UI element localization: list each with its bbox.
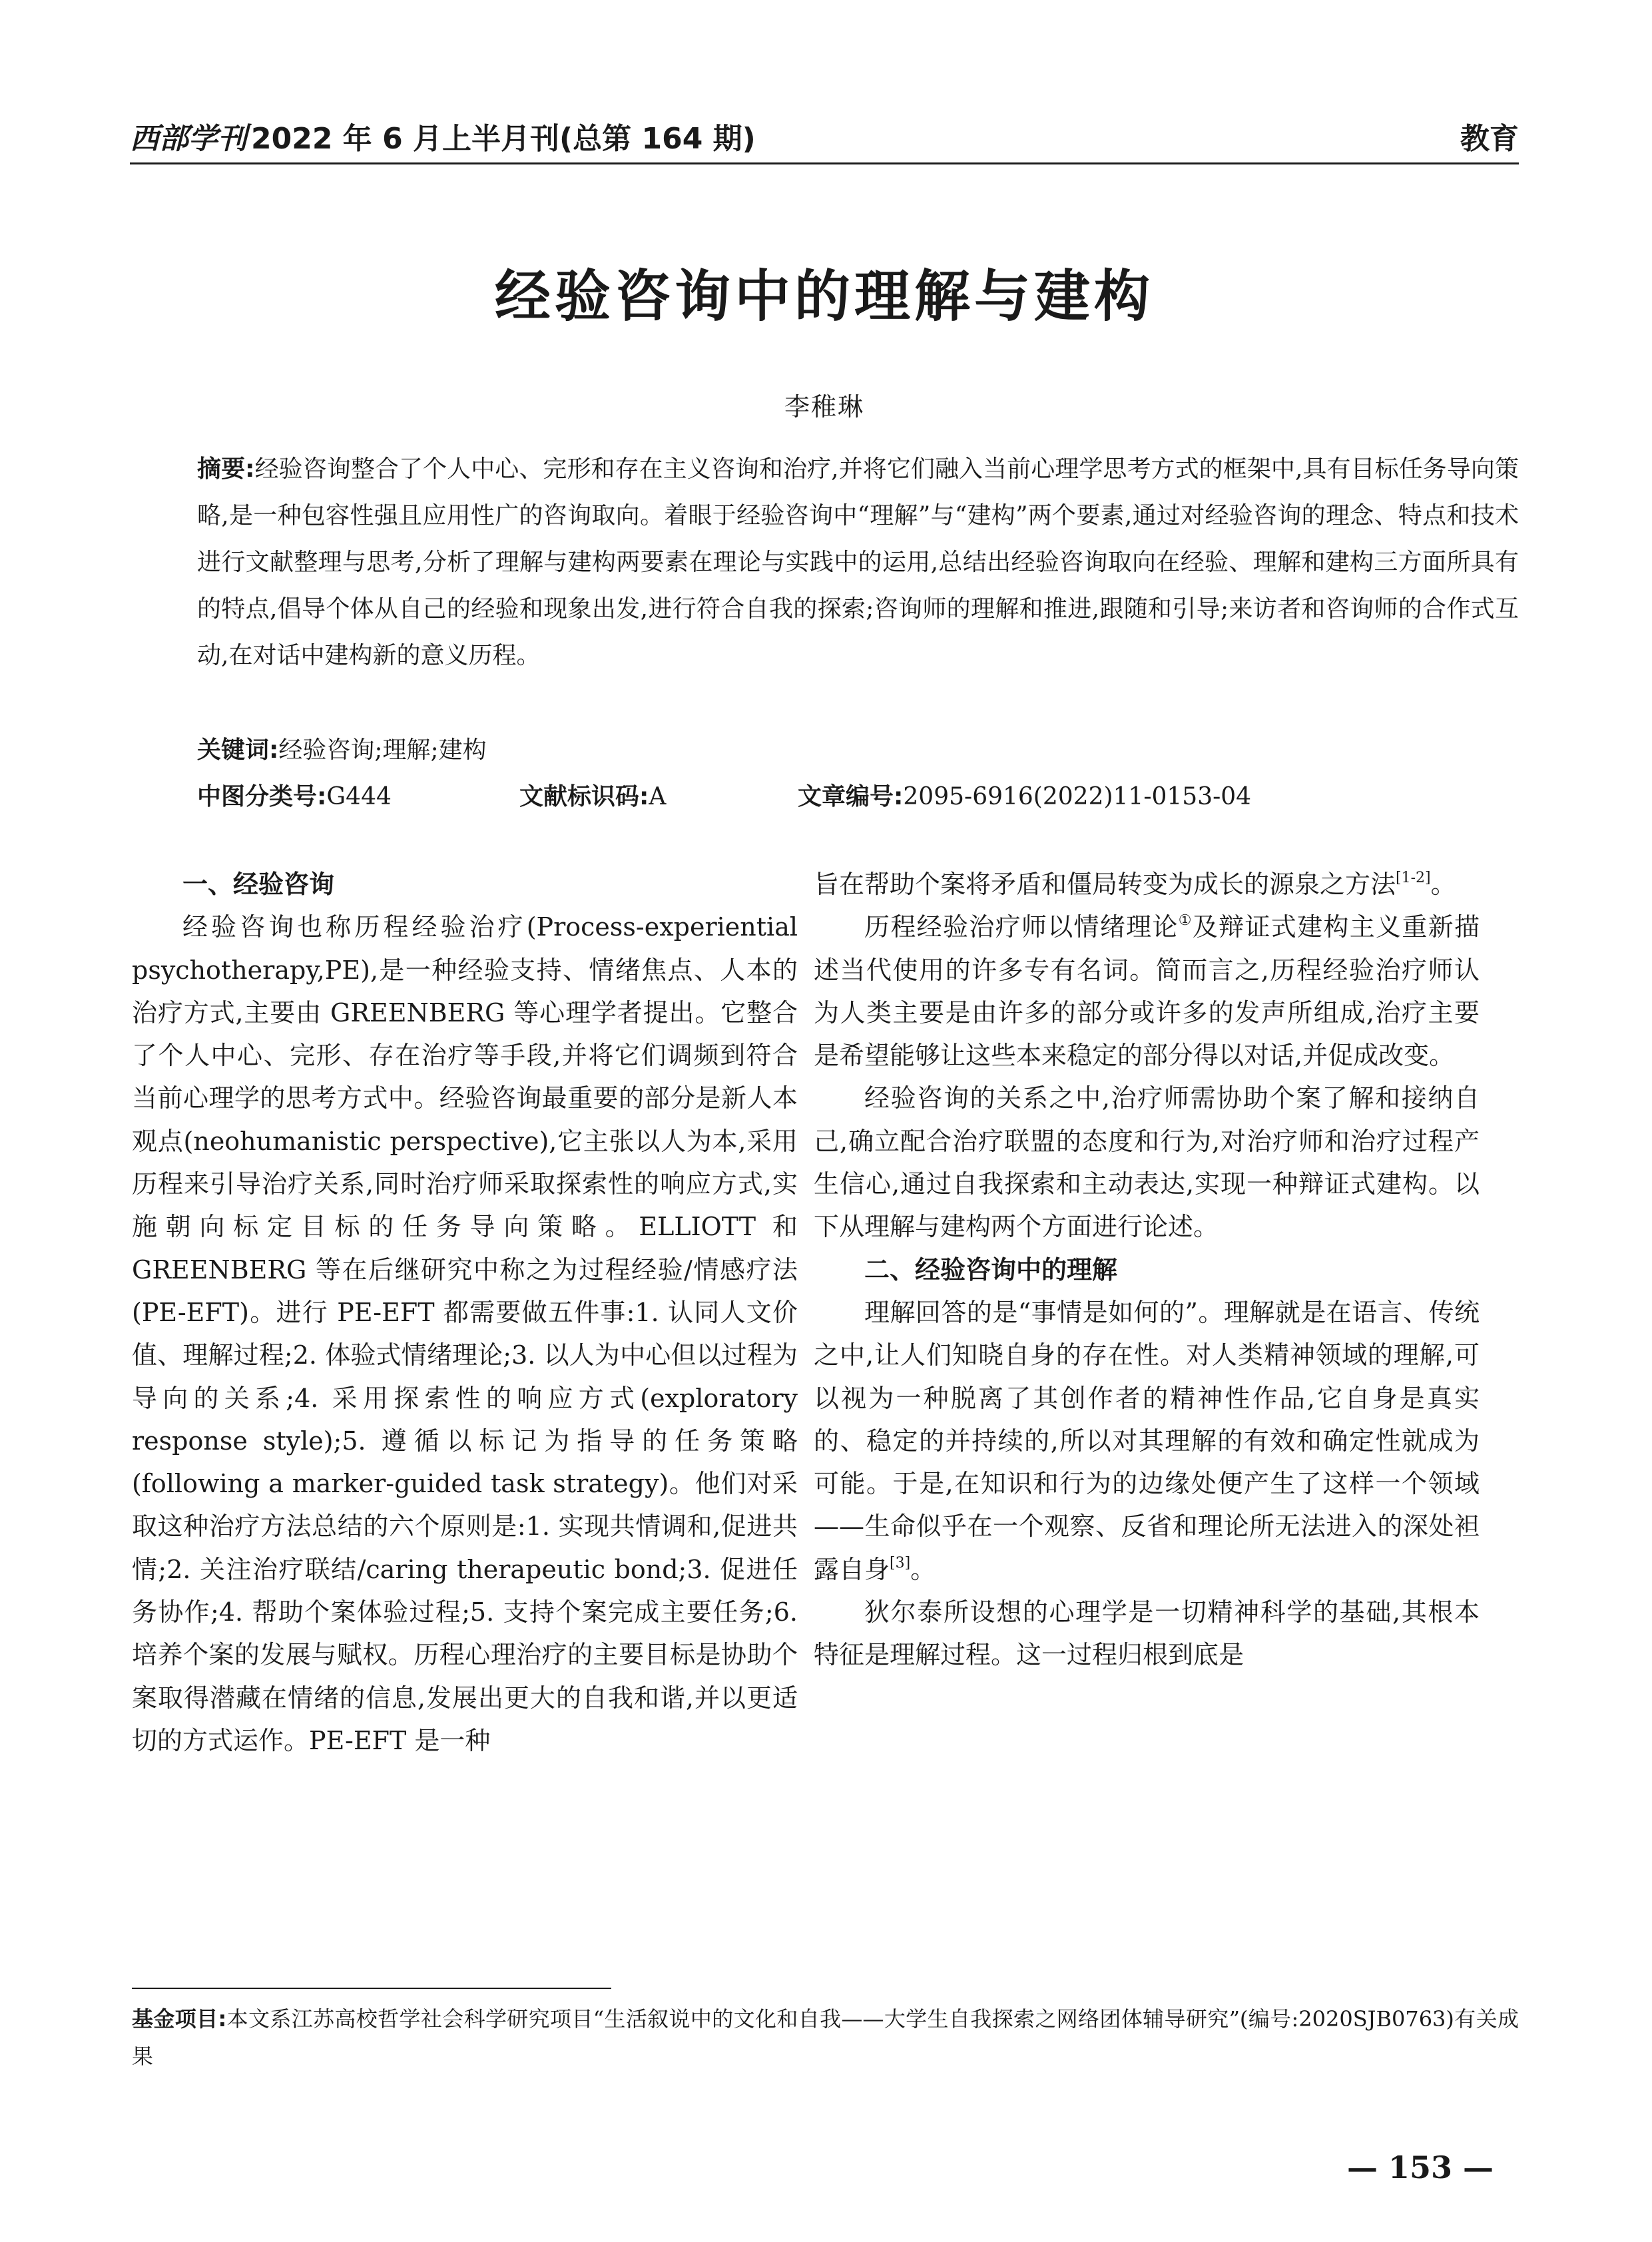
art-value: 2095-6916(2022)11-0153-04 <box>903 783 1252 810</box>
clc-value: G444 <box>326 783 392 810</box>
page-number: — 153 — <box>1346 2149 1494 2185</box>
body-paragraph <box>814 906 1480 1077</box>
header-rule <box>130 162 1519 164</box>
doc-value: A <box>649 783 667 810</box>
running-header <box>130 115 1519 161</box>
paragraph-text: 理解回答的是“事情是如何的”。理解就是在语言、传统之中,让人们知晓自身的存在性。对人类精神领域的理解,可以视为一种脱离了其创作者的精神性作品,它自身是真实的、稳定的并持续的,所以对其理解的有效和确定性就成为可能。于是,在知识和行为的边缘处便产生了这样一个领域——生命似乎在一个观察、反省和理论所无法进入的深处袒露自身 <box>814 1297 1480 1584</box>
footnote-label: 基金项目: <box>132 2006 227 2032</box>
journal-issue-line <box>130 115 756 157</box>
issue-info: 2022 年 6 月上半月刊(总第 164 期) <box>251 122 756 156</box>
note-marker: ① <box>1178 912 1193 930</box>
paragraph-text: 。 <box>910 1554 936 1584</box>
body-paragraph <box>814 1291 1480 1591</box>
keywords-text: 经验咨询;理解;建构 <box>278 736 487 764</box>
doc-label: 文献标识码: <box>519 783 649 810</box>
clc-number <box>197 774 392 820</box>
keywords <box>197 727 487 774</box>
paragraph-text: 及辩证式建构主义重新描述当代使用的许多专有名词。简而言之,历程经验治疗师认为人类主要是由许多的部分或许多的发声所组成,治疗主要是希望能够让这些本来稳定的部分得以对话,并促成改变。 <box>814 912 1480 1071</box>
section-heading: 二、经验咨询中的理解 <box>864 1255 1118 1284</box>
paragraph-text: 。 <box>1430 870 1456 899</box>
body-column-right <box>814 863 1480 1677</box>
keywords-label: 关键词: <box>197 736 279 764</box>
article-number <box>798 774 1251 820</box>
body-paragraph: 狄尔泰所设想的心理学是一切精神科学的基础,其根本特征是理解过程。这一过程归根到底是 <box>814 1597 1480 1670</box>
article-title: 经验咨询中的理解与建构 <box>494 264 1154 329</box>
paragraph-text: 旨在帮助个案将矛盾和僵局转变为成长的源泉之方法 <box>814 870 1396 899</box>
section-label: 教育 <box>1460 122 1519 156</box>
citation: [1-2] <box>1396 870 1431 886</box>
body-paragraph: 经验咨询的关系之中,治疗师需协助个案了解和接纳自己,确立配合治疗联盟的态度和行为,对治疗师和治疗过程产生信心,通过自我探索和主动表达,实现一种辩证式建构。以下从理解与建构两个方面进行论述。 <box>814 1083 1480 1242</box>
paragraph-text: 历程经验治疗师以情绪理论 <box>864 912 1179 942</box>
section-heading: 一、经验咨询 <box>182 870 335 899</box>
abstract-text: 经验咨询整合了个人中心、完形和存在主义咨询和治疗,并将它们融入当前心理学思考方式的框架中,具有目标任务导向策略,是一种包容性强且应用性广的咨询取向。着眼于经验咨询中“理解”与“建构”两个要素,通过对经验咨询的理念、特点和技术进行文献整理与思考,分析了理解与建构两要素在理论与实践中的运用,总结出经验咨询取向在经验、理解和建构三方面所具有的特点,倡导个体从自己的经验和现象出发,进行符合自我的探索;咨询师的理解和推进,跟随和引导;来访者和咨询师的合作式互动,在对话中建构新的意义历程。 <box>197 455 1519 669</box>
document-code <box>519 774 666 820</box>
journal-logo: 西部学刊 <box>130 122 247 156</box>
clc-label: 中图分类号: <box>197 783 327 810</box>
body-column-left <box>132 863 798 1762</box>
citation: [3] <box>890 1554 911 1571</box>
body-paragraph <box>814 863 1480 906</box>
art-label: 文章编号: <box>798 783 904 810</box>
footnote-text: 本文系江苏高校哲学社会科学研究项目“生活叙说中的文化和自我——大学生自我探索之网络团体辅导研究”(编号:2020SJB0763)有关成果 <box>132 2006 1519 2069</box>
body-paragraph: 经验咨询也称历程经验治疗(Process-experiential psychotherapy,PE),是一种经验支持、情绪焦点、人本的治疗方式,主要由 GREENBERG 等心理学者提出。它整合了个人中心、完形、存在治疗等手段,并将它们调频到符合当前心理学的思考方式中。经验咨询最重要的部分是新人本观点(neohumanistic perspective),它主张以人为本,采用历程来引导治疗关系,同时治疗师采取探索性的响应方式,实施朝向标定目标的任务导向策略。ELLIOTT 和 GREENBERG 等在后继研究中称之为过程经验/情感疗法(PE-EFT)。进行 PE-EFT 都需要做五件事:1. 认同人文价值、理解过程;2. 体验式情绪理论;3. 以人为中心但以过程为导向的关系;4. 采用探索性的响应方式(exploratory response style);5. 遵循以标记为指导的任务策略(following a marker-guided task strategy)。他们对采取这种治疗方法总结的六个原则是:1. 实现共情调和,促进共情;2. 关注治疗联结/caring therapeutic bond;3. 促进任务协作;4. 帮助个案体验过程;5. 支持个案完成主要任务;6. 培养个案的发展与赋权。历程心理治疗的主要目标是协助个案取得潜藏在情绪的信息,发展出更大的自我和谐,并以更适切的方式运作。PE-EFT 是一种 <box>132 912 798 1755</box>
footnote-rule <box>132 1988 611 1989</box>
article-author: 李稚琳 <box>784 392 864 421</box>
abstract <box>197 446 1519 679</box>
funding-footnote <box>132 2000 1519 2075</box>
abstract-label: 摘要: <box>197 455 255 483</box>
